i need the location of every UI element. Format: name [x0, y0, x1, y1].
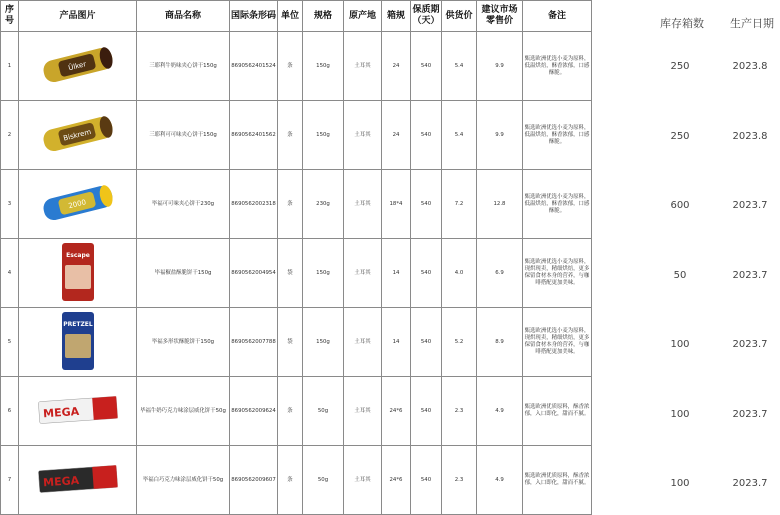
supply-price-cell: 2.3 [442, 377, 477, 446]
stock-count: 100 [670, 339, 690, 350]
unit-cell: 条 [278, 101, 303, 170]
svg-text:Escape: Escape [65, 251, 90, 259]
note-cell: 甄选欧洲优质原料，酥香浓郁，入口即化，甜而不腻。 [523, 446, 592, 515]
table-row [1, 170, 592, 239]
table-row [1, 446, 592, 515]
origin-cell: 土耳其 [344, 239, 382, 308]
spec-cell: 150g [303, 101, 344, 170]
unit-cell: 条 [278, 170, 303, 239]
header-note: 备注 [523, 1, 592, 32]
supply-price-cell: 5.4 [442, 101, 477, 170]
header-supply-price: 供货价 [442, 1, 477, 32]
unit-cell: 条 [278, 446, 303, 515]
box-cell: 24*6 [382, 377, 411, 446]
note-cell: 甄选欧洲优选小麦为原料，低温烘焙，酥香浓郁，口感酥脆。 [523, 101, 592, 170]
supply-price-cell: 2.3 [442, 446, 477, 515]
image-cell [19, 101, 137, 170]
product-image [37, 172, 119, 234]
svg-text:Biskrem: Biskrem [62, 127, 92, 143]
image-cell [19, 170, 137, 239]
seq-cell: 2 [1, 101, 19, 170]
stock-count: 600 [670, 200, 690, 211]
image-cell [19, 446, 137, 515]
barcode-cell: 8690562004954 [230, 239, 278, 308]
origin-cell: 土耳其 [344, 32, 382, 101]
name-cell: 毕福可可味夹心饼干230g [137, 170, 230, 239]
barcode-cell: 8690562009624 [230, 377, 278, 446]
retail-price-cell: 9.9 [477, 32, 523, 101]
product-image [37, 103, 119, 165]
barcode-cell: 8690562007788 [230, 308, 278, 377]
shelf-life-cell: 540 [411, 308, 442, 377]
unit-cell: 条 [278, 377, 303, 446]
image-cell [19, 308, 137, 377]
shelf-life-cell: 540 [411, 32, 442, 101]
retail-price-cell: 6.9 [477, 239, 523, 308]
seq-cell: 7 [1, 446, 19, 515]
production-date: 2023.8 [732, 130, 768, 142]
production-date: 2023.8 [732, 61, 768, 72]
note-cell: 甄选欧洲优选小麦为原料，低温烘焙，酥香浓郁，口感酥脆。 [523, 32, 592, 101]
product-image [37, 379, 119, 441]
production-date: 2023.7 [732, 339, 768, 350]
svg-text:PRETZEL: PRETZEL [62, 320, 93, 328]
seq-cell: 3 [1, 170, 19, 239]
box-cell: 24 [382, 101, 411, 170]
stock-panel [594, 0, 780, 515]
barcode-cell: 8690562002318 [230, 170, 278, 239]
name-cell: 毕福牛奶巧克力味涂层威化饼干50g [137, 377, 230, 446]
svg-text:2000: 2000 [67, 197, 87, 210]
box-cell: 18*4 [382, 170, 411, 239]
header-image: 产品图片 [19, 1, 137, 32]
spec-cell: 50g [303, 377, 344, 446]
shelf-life-cell: 540 [411, 101, 442, 170]
barcode-cell: 8690562401524 [230, 32, 278, 101]
shelf-life-cell: 540 [411, 239, 442, 308]
origin-cell: 土耳其 [344, 377, 382, 446]
note-cell: 甄选欧洲优质原料，酥香浓郁，入口即化，甜而不腻。 [523, 377, 592, 446]
table-row [1, 308, 592, 377]
seq-cell: 1 [1, 32, 19, 101]
origin-cell: 土耳其 [344, 308, 382, 377]
name-cell: 三耶利可可味夹心饼干150g [137, 101, 230, 170]
header-spec: 规格 [303, 1, 344, 32]
note-cell: 甄选欧洲优选小麦为原料，低温烘焙，酥香浓郁，口感酥脆。 [523, 170, 592, 239]
name-cell: 毕福椒盐酥脆饼干150g [137, 239, 230, 308]
table-row [1, 101, 592, 170]
unit-cell: 袋 [278, 239, 303, 308]
spec-cell: 150g [303, 32, 344, 101]
note-cell: 甄选欧洲优选小麦为原料，现烘现卖，精细烘焙，更多保留食材本身的营养，与咖啡搭配更加美味。 [523, 239, 592, 308]
box-cell: 24 [382, 32, 411, 101]
header-barcode: 国际条形码 [230, 1, 278, 32]
unit-cell: 条 [278, 32, 303, 101]
stock-count: 100 [670, 478, 690, 489]
header-name: 商品名称 [137, 1, 230, 32]
retail-price-cell: 4.9 [477, 377, 523, 446]
origin-cell: 土耳其 [344, 170, 382, 239]
product-image [37, 34, 119, 96]
header-retail-price: 建议市场零售价 [477, 1, 523, 32]
seq-cell: 6 [1, 377, 19, 446]
shelf-life-cell: 540 [411, 170, 442, 239]
production-date: 2023.7 [732, 200, 768, 211]
stock-header: 库存箱数 [660, 17, 704, 30]
production-date: 2023.7 [732, 269, 768, 281]
header-shelf-life: 保质期（天） [411, 1, 442, 32]
header-row [1, 1, 592, 32]
seq-cell: 5 [1, 308, 19, 377]
header-box: 箱规 [382, 1, 411, 32]
product-image [37, 448, 119, 510]
name-cell: 毕福白巧克力味涂层威化饼干50g [137, 446, 230, 515]
svg-text:Ülker: Ülker [67, 59, 87, 72]
spec-cell: 50g [303, 446, 344, 515]
header-seq: 序号 [1, 1, 19, 32]
origin-cell: 土耳其 [344, 101, 382, 170]
note-cell: 甄选欧洲优选小麦为原料，现烘现卖，精细烘焙，更多保留食材本身的营养，与咖啡搭配更加美味。 [523, 308, 592, 377]
date-header: 生产日期 [730, 17, 774, 30]
header-unit: 单位 [278, 1, 303, 32]
supply-price-cell: 5.4 [442, 32, 477, 101]
name-cell: 毕福多形状酥脆饼干150g [137, 308, 230, 377]
retail-price-cell: 9.9 [477, 101, 523, 170]
production-date: 2023.7 [732, 408, 768, 420]
origin-cell: 土耳其 [344, 446, 382, 515]
stock-count: 250 [670, 61, 690, 72]
stock-count: 100 [670, 408, 690, 420]
production-date: 2023.7 [732, 478, 768, 489]
svg-text:MEGA: MEGA [42, 404, 80, 420]
stock-count: 50 [673, 269, 687, 281]
seq-cell: 4 [1, 239, 19, 308]
product-image [37, 241, 119, 303]
stock-count: 250 [670, 130, 690, 142]
supply-price-cell: 7.2 [442, 170, 477, 239]
header-origin: 原产地 [344, 1, 382, 32]
shelf-life-cell: 540 [411, 446, 442, 515]
supply-price-cell: 4.0 [442, 239, 477, 308]
image-cell [19, 377, 137, 446]
name-cell: 三耶利牛奶味夹心饼干150g [137, 32, 230, 101]
image-cell [19, 32, 137, 101]
retail-price-cell: 8.9 [477, 308, 523, 377]
table-row [1, 239, 592, 308]
product-image [37, 310, 119, 372]
box-cell: 24*6 [382, 446, 411, 515]
shelf-life-cell: 540 [411, 377, 442, 446]
spec-cell: 150g [303, 308, 344, 377]
supply-price-cell: 5.2 [442, 308, 477, 377]
image-cell [19, 239, 137, 308]
retail-price-cell: 4.9 [477, 446, 523, 515]
unit-cell: 袋 [278, 308, 303, 377]
table-row [1, 377, 592, 446]
spec-cell: 230g [303, 170, 344, 239]
barcode-cell: 8690562009607 [230, 446, 278, 515]
box-cell: 14 [382, 239, 411, 308]
spec-cell: 150g [303, 239, 344, 308]
svg-text:MEGA: MEGA [42, 473, 80, 489]
retail-price-cell: 12.8 [477, 170, 523, 239]
table-row [1, 32, 592, 101]
box-cell: 14 [382, 308, 411, 377]
barcode-cell: 8690562401562 [230, 101, 278, 170]
